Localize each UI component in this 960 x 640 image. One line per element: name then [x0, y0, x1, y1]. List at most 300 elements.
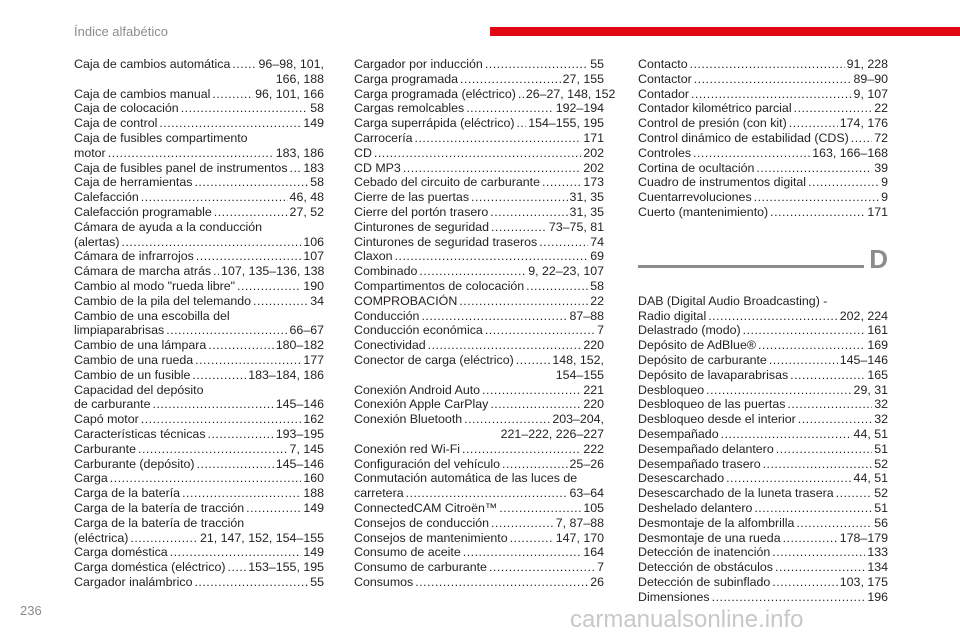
index-entry	[638, 368, 888, 383]
section-letter: D	[869, 243, 888, 274]
entry-term: Cinturones de seguridad traseros	[354, 234, 538, 249]
entry-pages: 145–146	[275, 397, 324, 412]
index-entry	[638, 486, 888, 501]
entry-row	[638, 501, 888, 516]
entry-pages: 174, 176	[839, 116, 888, 131]
entry-row	[638, 353, 888, 368]
index-entry	[354, 235, 604, 250]
entry-row	[74, 486, 324, 501]
dot-leader	[462, 442, 581, 457]
index-entry	[74, 427, 324, 442]
entry-pages: 160	[303, 471, 324, 486]
entry-pages: 7, 87–88	[555, 515, 604, 530]
index-entry	[74, 249, 324, 264]
index-entry	[354, 205, 604, 220]
dot-leader	[421, 309, 567, 324]
dot-leader	[518, 87, 524, 102]
entry-term: Consejos de mantenimiento	[354, 530, 508, 545]
entry-term: Carga doméstica (eléctrico)	[74, 560, 226, 575]
dot-leader	[463, 545, 582, 560]
entry-row	[74, 279, 324, 294]
index-entry	[74, 57, 324, 87]
entry-pages: 145–146	[839, 352, 888, 367]
entry-pages: 66–67	[289, 323, 324, 338]
dot-leader	[460, 72, 561, 87]
dot-leader	[246, 501, 301, 516]
entry-pages: 21, 147, 152, 154–155	[199, 530, 324, 545]
dot-leader	[159, 116, 301, 131]
entry-row	[354, 323, 604, 338]
entry-pages: 163, 166–168	[812, 145, 888, 160]
index-entry	[354, 116, 604, 131]
entry-pages: 58	[310, 175, 324, 190]
entry-term: ConnectedCAM Citroën™	[354, 500, 498, 515]
dot-leader	[691, 87, 852, 102]
entry-row	[638, 486, 888, 501]
entry-pages: 149	[303, 116, 324, 131]
index-entry	[638, 101, 888, 116]
index-entry	[638, 175, 888, 190]
index-entry	[74, 383, 324, 413]
index-entry	[354, 161, 604, 176]
dot-leader	[196, 249, 301, 264]
entry-pages: 51	[874, 500, 888, 515]
entry-row	[638, 442, 888, 457]
entry-term: Cuadro de instrumentos digital	[638, 175, 807, 190]
index-entry	[74, 486, 324, 501]
entry-term: Desmontaje de la alfombrilla	[638, 515, 795, 530]
entry-row	[638, 590, 888, 605]
dot-leader	[170, 545, 302, 560]
index-entry	[74, 575, 324, 590]
entry-pages: 193–195	[275, 426, 324, 441]
entry-term: Cuentarrevoluciones	[638, 190, 752, 205]
entry-row	[354, 486, 604, 501]
index-entry	[74, 368, 324, 383]
dot-leader	[769, 353, 838, 368]
entry-row	[354, 175, 604, 190]
entry-term: Consumo de carburante	[354, 560, 487, 575]
entry-row	[354, 86, 616, 102]
entry-row	[74, 427, 324, 442]
entry-term: Cargas remolcables	[354, 101, 465, 116]
entry-row	[638, 205, 888, 220]
index-entry	[354, 57, 604, 72]
dot-leader	[192, 368, 246, 383]
index-entry	[638, 501, 888, 516]
index-entry	[74, 279, 324, 294]
index-entry	[74, 545, 324, 560]
entry-pages: 190	[303, 278, 324, 293]
entry-term: Consumos	[354, 574, 414, 589]
entry-row	[74, 294, 324, 309]
dot-leader	[783, 531, 838, 546]
index-entry	[354, 501, 604, 516]
entry-row	[638, 516, 888, 531]
entry-row	[354, 264, 604, 279]
entry-term: Caja de herramientas	[74, 175, 193, 190]
entry-row	[354, 575, 604, 590]
entry-row	[354, 457, 604, 472]
entry-row	[74, 205, 324, 220]
entry-row	[354, 57, 604, 72]
entry-term: Detección de subinflado	[638, 574, 771, 589]
entry-pages: 87–88	[569, 308, 604, 323]
entry-row	[638, 175, 888, 190]
entry-row	[354, 279, 604, 294]
entry-pages: 161	[867, 323, 888, 338]
entry-row	[638, 338, 888, 353]
entry-row	[638, 146, 888, 161]
dot-leader	[419, 264, 526, 279]
dot-leader	[754, 190, 879, 205]
index-entry	[74, 116, 324, 131]
index-column-3	[638, 57, 888, 605]
entry-term: Conexión Apple CarPlay	[354, 397, 489, 412]
section-divider	[638, 265, 864, 268]
entry-term: Cámara de infrarrojos	[74, 249, 194, 264]
dot-leader	[775, 560, 865, 575]
entry-pages: 32	[874, 397, 888, 412]
entry-row	[354, 545, 604, 560]
dot-leader	[466, 101, 554, 116]
dot-leader	[130, 531, 198, 546]
dot-leader	[502, 457, 568, 472]
entry-pages: 149	[303, 545, 324, 560]
entry-pages: 171	[867, 204, 888, 219]
dot-leader	[403, 161, 581, 176]
entry-pages: 96–98, 101,	[258, 57, 324, 71]
entry-row	[74, 264, 324, 279]
entry-term: Conducción económica	[354, 323, 483, 338]
dot-leader	[851, 131, 872, 146]
entry-term: Características técnicas	[74, 426, 206, 441]
dot-leader	[763, 457, 873, 472]
index-entry	[354, 471, 604, 501]
entry-pages: 46, 48	[289, 190, 324, 205]
index-entry	[638, 575, 888, 590]
entry-term: Controles	[638, 145, 692, 160]
entry-row	[74, 531, 324, 546]
dot-leader	[772, 575, 838, 590]
entry-term: Cargador inalámbrico	[74, 574, 193, 589]
index-column-3-d	[638, 294, 888, 605]
index-entry	[354, 131, 604, 146]
entry-row	[354, 338, 604, 353]
entry-pages: 203–204,	[552, 412, 604, 427]
entry-pages: 173	[583, 175, 604, 190]
index-entry	[354, 323, 604, 338]
entry-pages: 22	[590, 293, 604, 308]
index-entry	[638, 545, 888, 560]
entry-term: Capó motor	[74, 412, 139, 427]
dot-leader	[141, 412, 302, 427]
dot-leader	[166, 323, 287, 338]
entry-row	[354, 309, 604, 324]
entry-row	[354, 101, 604, 116]
dot-leader	[232, 57, 256, 72]
header-accent-bar	[490, 27, 960, 36]
dot-leader	[182, 486, 301, 501]
dot-leader	[290, 161, 302, 176]
dot-leader	[516, 353, 551, 368]
index-entry	[638, 116, 888, 131]
index-column-2	[354, 57, 616, 590]
entry-pages: 25–26	[569, 456, 604, 471]
entry-term: Conexión Android Auto	[354, 382, 481, 397]
index-entry	[74, 264, 324, 279]
index-entry	[74, 412, 324, 427]
dot-leader	[690, 57, 845, 72]
dot-leader	[208, 427, 274, 442]
entry-pages: 52	[874, 486, 888, 501]
entry-row	[74, 457, 324, 472]
index-entry	[354, 86, 616, 102]
entry-pages: 9, 107	[853, 86, 888, 101]
entry-pages: 44, 51	[853, 426, 888, 441]
dot-leader	[212, 87, 253, 102]
entry-row	[74, 323, 324, 338]
index-entry	[74, 294, 324, 309]
entry-row	[354, 205, 604, 220]
entry-row	[354, 397, 604, 412]
index-entry	[638, 531, 888, 546]
entry-row	[638, 87, 888, 102]
index-entry	[354, 279, 604, 294]
entry-term: Conector de carga (eléctrico)	[354, 352, 514, 367]
entry-term: Conectividad	[354, 338, 426, 353]
entry-pages: 63–64	[569, 486, 604, 501]
entry-term: Deshelado delantero	[638, 500, 753, 515]
index-entry	[74, 442, 324, 457]
entry-row	[354, 501, 604, 516]
dot-leader	[708, 309, 838, 324]
entry-row	[354, 560, 604, 575]
entry-row	[74, 338, 324, 353]
entry-term: Consumo de aceite	[354, 545, 461, 560]
index-entry	[638, 412, 888, 427]
dot-leader	[721, 427, 852, 442]
entry-row	[74, 190, 324, 205]
index-entry	[74, 101, 324, 116]
entry-pages: 192–194	[555, 101, 604, 116]
entry-pages: 74	[590, 234, 604, 249]
dot-leader	[770, 205, 865, 220]
dot-leader	[485, 57, 588, 72]
entry-pages: 183	[303, 160, 324, 175]
dot-leader	[754, 501, 872, 516]
entry-row	[74, 368, 324, 383]
dot-leader	[539, 235, 588, 250]
dot-leader	[490, 397, 581, 412]
entry-pages-continued: 221–222, 226–227	[500, 426, 604, 441]
dot-leader	[776, 442, 872, 457]
entry-pages: 164	[583, 545, 604, 560]
entry-pages: 107	[303, 249, 324, 264]
entry-pages: 26–27, 148, 152	[525, 86, 616, 101]
entry-term: motor	[74, 145, 106, 160]
entry-pages: 55	[310, 574, 324, 589]
entry-row	[74, 442, 324, 457]
entry-term: Caja de cambios manual	[74, 86, 211, 101]
entry-term: Caja de fusibles panel de instrumentos	[74, 160, 288, 175]
index-entry	[354, 175, 604, 190]
entry-row	[74, 545, 324, 560]
entry-term: Carga superrápida (eléctrico)	[354, 116, 515, 131]
dot-leader	[395, 249, 589, 264]
entry-pages: 188	[303, 486, 324, 501]
entry-row	[354, 294, 604, 309]
entry-row	[74, 87, 324, 102]
entry-pages: 154–155, 195	[528, 116, 604, 131]
index-entry	[638, 294, 888, 324]
dot-leader	[194, 175, 308, 190]
dot-leader	[121, 235, 301, 250]
entry-pages: 27, 155	[562, 71, 604, 86]
entry-term: Carga programada (eléctrico)	[354, 86, 516, 101]
entry-pages: 39	[874, 160, 888, 175]
dot-leader	[253, 294, 308, 309]
entry-row	[354, 190, 604, 205]
entry-term: Cinturones de seguridad	[354, 219, 490, 234]
dot-leader	[428, 338, 582, 353]
entry-term: Control dinámico de estabilidad (CDS)	[638, 130, 849, 145]
entry-term: Desempañado delantero	[638, 441, 774, 456]
entry-pages: 22	[874, 101, 888, 116]
dot-leader	[464, 412, 550, 427]
dot-leader	[490, 205, 567, 220]
dot-leader	[181, 101, 309, 116]
entry-row	[74, 101, 324, 116]
index-entry	[354, 383, 604, 398]
entry-pages: 89–90	[853, 71, 888, 86]
index-entry	[638, 442, 888, 457]
entry-term: limpiaparabrisas	[74, 323, 165, 338]
entry-row	[638, 531, 888, 546]
dot-leader	[110, 471, 302, 486]
entry-term: Cierre del portón trasero	[354, 204, 489, 219]
entry-term: Conexión red Wi-Fi	[354, 441, 461, 456]
entry-pages: 9	[881, 190, 888, 205]
dot-leader	[214, 205, 288, 220]
entry-term: Desempañado trasero	[638, 456, 761, 471]
dot-leader	[526, 279, 588, 294]
entry-row	[74, 235, 324, 250]
entry-term: Conexión Bluetooth	[354, 412, 463, 427]
index-entry	[638, 397, 888, 412]
entry-pages: 52	[874, 456, 888, 471]
entry-row	[638, 457, 888, 472]
entry-row	[354, 442, 604, 457]
entry-pages: 220	[583, 397, 604, 412]
entry-term: Configuración del vehículo	[354, 456, 501, 471]
dot-leader	[415, 575, 588, 590]
index-entry	[638, 353, 888, 368]
index-entry	[638, 87, 888, 102]
entry-pages: 149	[303, 500, 324, 515]
index-entry	[638, 323, 888, 338]
entry-term: Cambio al modo "rueda libre"	[74, 278, 236, 293]
entry-row	[638, 323, 888, 338]
entry-pages: 196	[867, 589, 888, 604]
entry-row	[638, 545, 888, 560]
dot-leader	[808, 175, 879, 190]
entry-pages: 56	[874, 515, 888, 530]
index-entry	[74, 87, 324, 102]
index-entry	[638, 560, 888, 575]
dot-leader	[772, 545, 865, 560]
dot-leader	[491, 516, 554, 531]
dot-leader	[790, 368, 865, 383]
dot-leader	[485, 323, 595, 338]
entry-pages: 177	[303, 352, 324, 367]
watermark: carmanualsonline.info	[570, 606, 804, 633]
entry-pages: 58	[310, 101, 324, 116]
index-entry	[638, 72, 888, 87]
entry-pages: 171	[583, 130, 604, 145]
entry-pages: 169	[867, 338, 888, 353]
entry-term: Control de presión (con kit)	[638, 116, 787, 131]
section-d-header	[638, 230, 888, 294]
entry-term: (alertas)	[74, 234, 120, 249]
entry-term: Delastrado (modo)	[638, 323, 741, 338]
entry-pages: 73–75, 81	[548, 219, 604, 234]
index-entry	[638, 383, 888, 398]
entry-pages: 31, 35	[569, 204, 604, 219]
index-entry	[354, 249, 604, 264]
entry-pages: 183, 186	[275, 145, 324, 160]
entry-term: Depósito de lavaparabrisas	[638, 367, 789, 382]
entry-row	[354, 116, 604, 131]
dot-leader	[758, 338, 865, 353]
index-entry	[74, 205, 324, 220]
entry-row	[354, 531, 604, 546]
entry-pages: 202	[583, 160, 604, 175]
entry-row	[354, 220, 604, 235]
entry-pages: 148, 152,	[552, 352, 604, 367]
index-entry	[638, 190, 888, 205]
entry-term: Carburante (depósito)	[74, 456, 195, 471]
entry-term: Detección de inatención	[638, 545, 771, 560]
entry-text-line: Capacidad del depósito	[74, 382, 204, 397]
index-entry	[74, 560, 324, 575]
entry-pages: 133	[867, 545, 888, 560]
entry-term: Combinado	[354, 264, 418, 279]
dot-leader	[471, 190, 568, 205]
entry-row	[638, 471, 888, 486]
entry-pages: 105	[583, 500, 604, 515]
entry-pages: 221	[583, 382, 604, 397]
entry-row	[74, 249, 324, 264]
dot-leader	[213, 264, 219, 279]
entry-term: carretera	[354, 486, 404, 501]
entry-pages: 103, 175	[839, 574, 888, 589]
entry-pages: 96, 101, 166	[255, 86, 324, 101]
entry-term: Contador	[638, 86, 689, 101]
dot-leader	[197, 457, 274, 472]
dot-leader	[499, 501, 581, 516]
index-entry	[354, 72, 604, 87]
index-entry	[354, 457, 604, 472]
entry-row	[354, 146, 604, 161]
index-entry	[74, 131, 324, 161]
entry-pages: 202	[583, 145, 604, 160]
entry-row	[638, 427, 888, 442]
dot-leader	[694, 72, 852, 87]
entry-row	[354, 516, 604, 531]
entry-row	[74, 575, 324, 590]
entry-text-line: Caja de fusibles compartimento	[74, 130, 248, 145]
